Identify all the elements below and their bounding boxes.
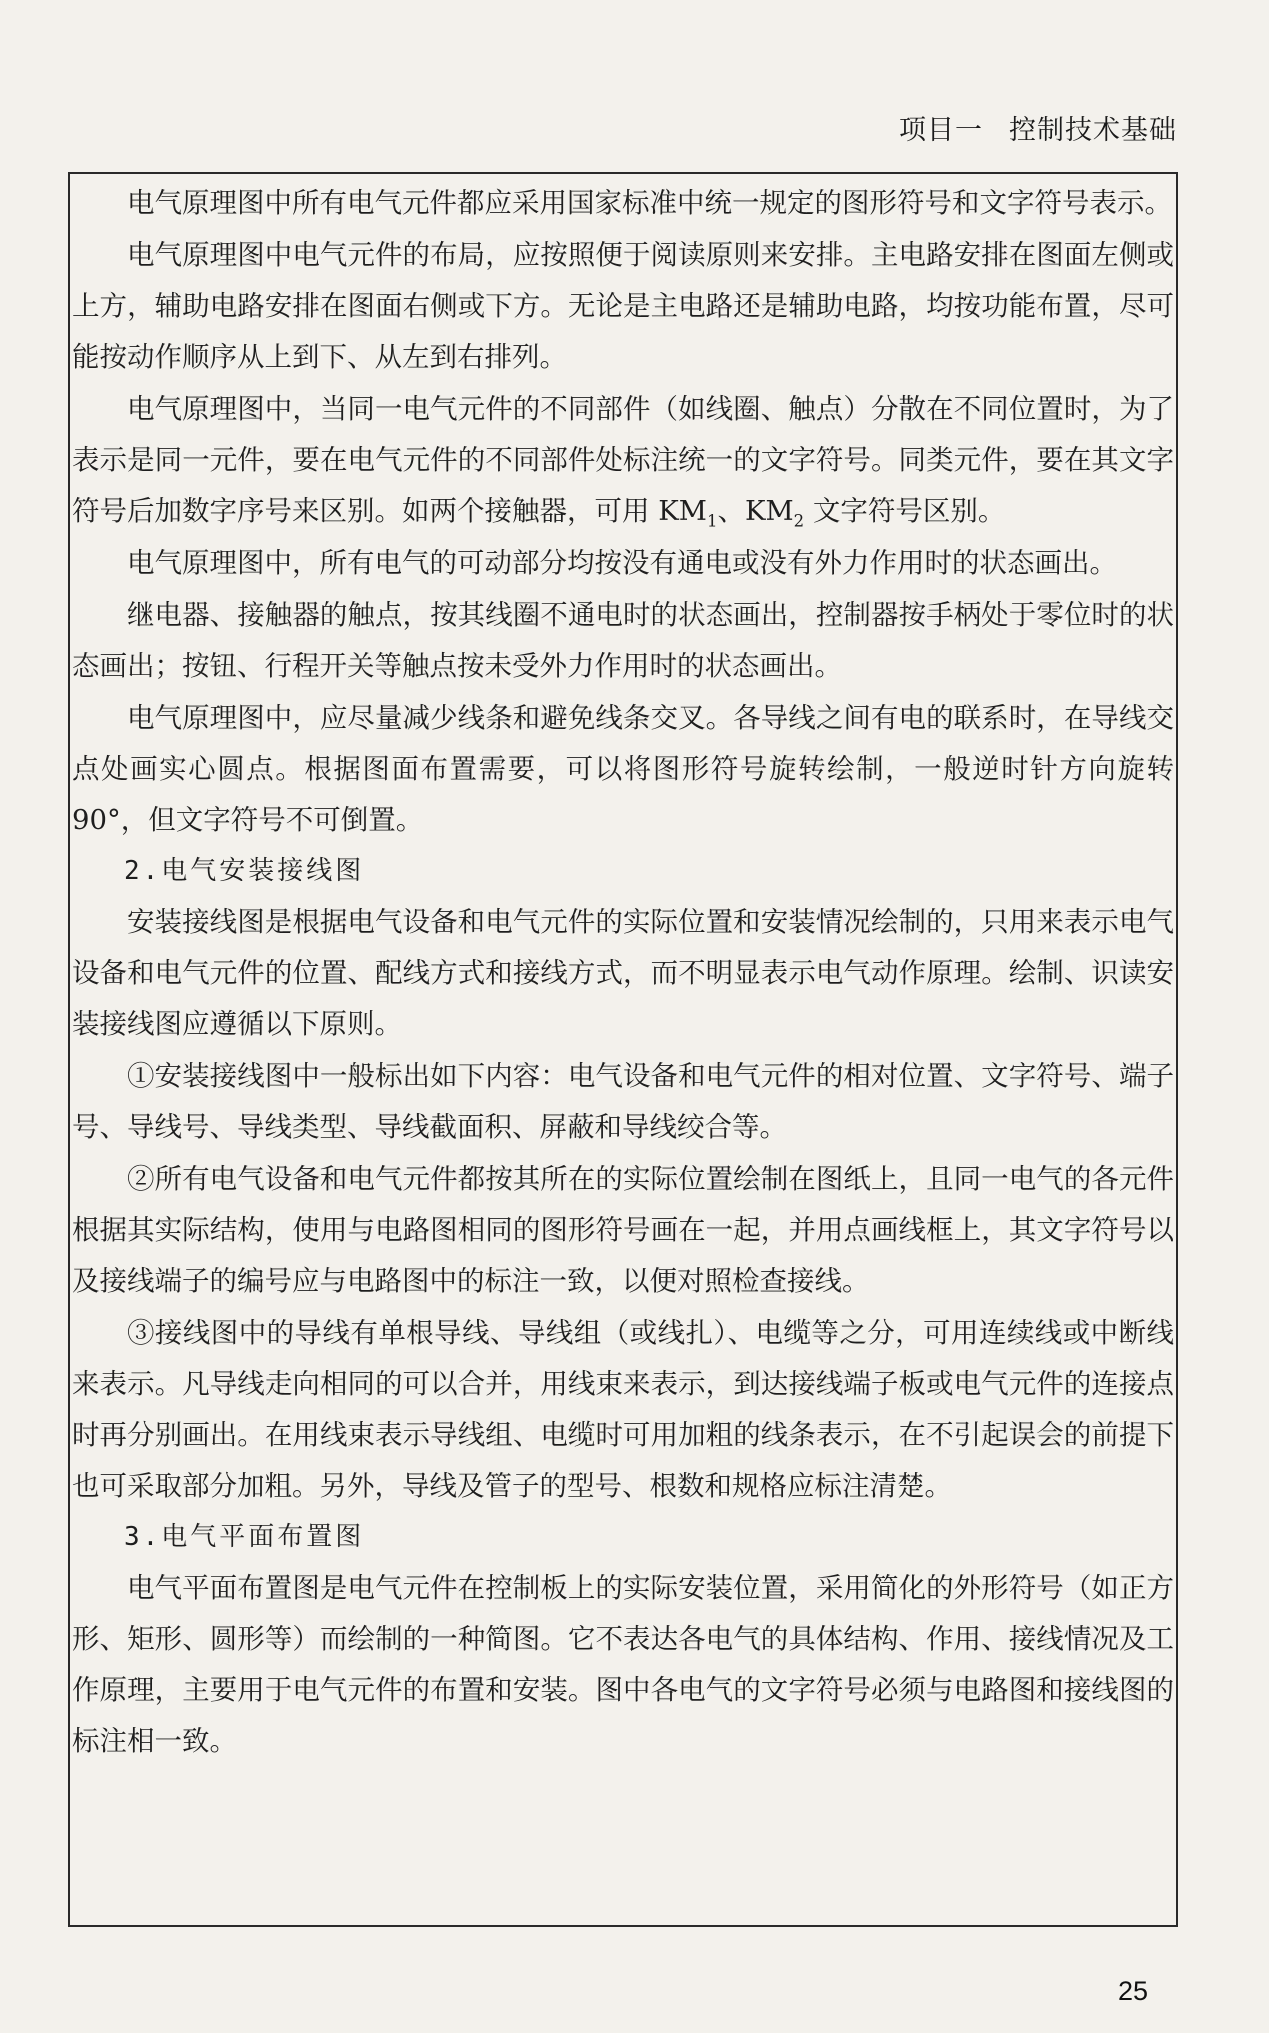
paragraph: 电气原理图中电气元件的布局，应按照便于阅读原则来安排。主电路安排在图面左侧或上方，辅助电路安排在图面右侧或下方。无论是主电路还是辅助电路，均按功能布置，尽可能按动作顺序从上到下、从左到右排列。	[72, 239, 1174, 373]
paragraph: ②所有电气设备和电气元件都按其所在的实际位置绘制在图纸上，且同一电气的各元件根据其实际结构，使用与电路图相同的图形符号画在一起，并用点画线框上，其文字符号以及接线端子的编号应与电路图中的标注一致，以便对照检查接线。	[72, 1163, 1174, 1297]
section-heading: 3.电气平面布置图	[124, 1522, 365, 1552]
page-number: 25	[1118, 1976, 1149, 2006]
section-heading: 2.电气安装接线图	[124, 856, 365, 886]
paragraph: 电气原理图中，应尽量减少线条和避免线条交叉。各导线之间有电的联系时，在导线交点处画实心圆点。根据图面布置需要，可以将图形符号旋转绘制，一般逆时针方向旋转90°，但文字符号不可倒置。	[72, 702, 1174, 836]
paragraph-km: 电气原理图中，当同一电气元件的不同部件（如线圈、触点）分散在不同位置时，为了表示是同一元件，要在电气元件的不同部件处标注统一的文字符号。同类元件，要在其文字符号后加数字序号来区别。如两个接触器，可用 $KM_1$、$KM_2$ 文字符号区别。	[72, 393, 1174, 531]
running-header	[899, 108, 1177, 147]
paragraph: 电气原理图中所有电气元件都应采用国家标准中统一规定的图形符号和文字符号表示。	[127, 187, 1172, 219]
paragraph: ③接线图中的导线有单根导线、导线组（或线扎）、电缆等之分，可用连续线或中断线来表示。凡导线走向相同的可以合并，用线束来表示，到达接线端子板或电气元件的连接点时再分别画出。在用线束表示导线组、电缆时可用加粗的线条表示，在不引起误会的前提下也可采取部分加粗。另外，导线及管子的型号、根数和规格应标注清楚。	[72, 1317, 1174, 1502]
page-body	[72, 178, 1174, 1767]
header-title: 控制技术基础	[1009, 115, 1177, 146]
header-section: 项目一	[899, 115, 983, 146]
paragraph: 继电器、接触器的触点，按其线圈不通电时的状态画出，控制器按手柄处于零位时的状态画出；按钮、行程开关等触点按未受外力作用时的状态画出。	[72, 599, 1174, 682]
paragraph: ①安装接线图中一般标出如下内容：电气设备和电气元件的相对位置、文字符号、端子号、导线号、导线类型、导线截面积、屏蔽和导线绞合等。	[72, 1060, 1174, 1143]
paragraph: 安装接线图是根据电气设备和电气元件的实际位置和安装情况绘制的，只用来表示电气设备和电气元件的位置、配线方式和接线方式，而不明显表示电气动作原理。绘制、识读安装接线图应遵循以下原则。	[72, 906, 1174, 1040]
paragraph: 电气原理图中，所有电气的可动部分均按没有通电或没有外力作用时的状态画出。	[127, 547, 1117, 579]
paragraph: 电气平面布置图是电气元件在控制板上的实际安装位置，采用简化的外形符号（如正方形、矩形、圆形等）而绘制的一种简图。它不表达各电气的具体结构、作用、接线情况及工作原理，主要用于电气元件的布置和安装。图中各电气的文字符号必须与电路图和接线图的标注相一致。	[72, 1572, 1174, 1757]
